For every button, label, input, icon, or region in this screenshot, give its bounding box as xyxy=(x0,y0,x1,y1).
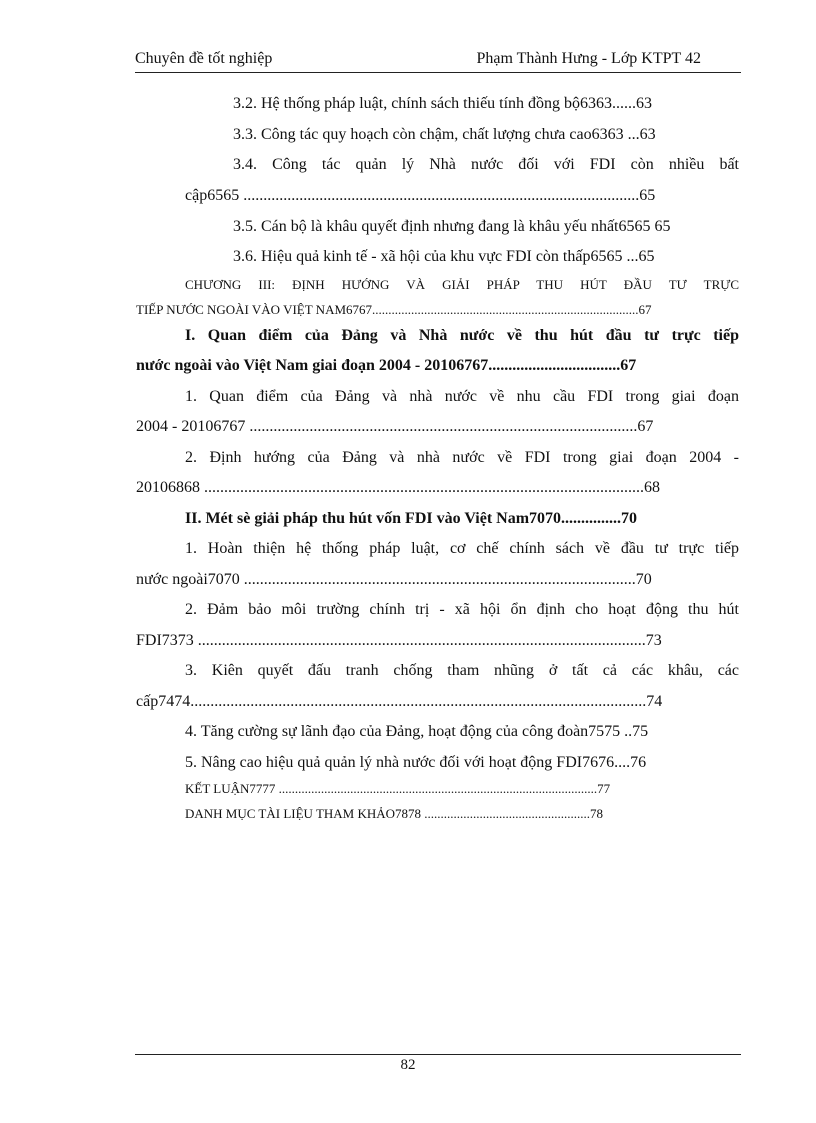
header-author: Phạm Thành Hưng - Lớp KTPT 42 xyxy=(476,50,701,67)
toc-entry-I-1-cont: 2004 - 20106767 .................................................................................................67 xyxy=(136,418,654,435)
header-title: Chuyên đề tốt nghiệp xyxy=(135,50,273,67)
toc-entry-II-3-cont: cấp7474..................................................................................................................74 xyxy=(136,693,663,710)
toc-entry-3-4-cont: cập6565 ...................................................................................................65 xyxy=(185,187,656,204)
footer-rule xyxy=(135,1054,741,1055)
toc-entry-I-2-cont: 20106868 ..............................................................................................................68 xyxy=(136,479,660,496)
toc-entry-3-3: 3.3. Công tác quy hoạch còn chậm, chất lượng chưa cao6363 ...63 xyxy=(233,126,656,143)
toc-section-I: I. Quan điểm của Đảng và Nhà nước về thu hút đầu tư trực tiếp xyxy=(185,327,739,344)
toc-chapter-3: CHƯƠNG III: ĐỊNH HƯỚNG VÀ GIẢI PHÁP THU HÚT ĐẦU TƯ TRỰC xyxy=(185,277,739,292)
page-number: 82 xyxy=(400,1057,416,1073)
toc-entry-II-4: 4. Tăng cường sự lãnh đạo của Đảng, hoạt động của công đoàn7575 ..75 xyxy=(185,723,649,740)
toc-conclusion: KẾT LUẬN7777 ..................................................................................................77 xyxy=(185,781,611,796)
toc-entry-I-1: 1. Quan điểm của Đảng và nhà nước về nhu cầu FDI trong giai đoạn xyxy=(185,388,739,405)
toc-entry-3-2: 3.2. Hệ thống pháp luật, chính sách thiếu tính đồng bộ6363......63 xyxy=(233,95,653,112)
toc-references: DANH MỤC TÀI LIỆU THAM KHẢO7878 ...................................................78 xyxy=(185,806,604,821)
toc-entry-II-3: 3. Kiên quyết đấu tranh chống tham nhũng ở tất cả các khâu, các xyxy=(185,662,739,679)
toc-entry-II-5: 5. Nâng cao hiệu quả quản lý nhà nước đối với hoạt động FDI7676....76 xyxy=(185,754,647,771)
toc-entry-II-1-cont: nước ngoài7070 ..................................................................................................70 xyxy=(136,571,652,588)
toc-entry-I-2: 2. Định hướng của Đảng và nhà nước về FDI trong giai đoạn 2004 - xyxy=(185,449,739,466)
toc-section-I-cont: nước ngoài vào Việt Nam giai đoạn 2004 - 20106767.................................67 xyxy=(136,357,637,374)
toc-entry-3-5: 3.5. Cán bộ là khâu quyết định nhưng đang là khâu yếu nhất6565 65 xyxy=(233,218,671,235)
toc-chapter-3-cont: TIẾP NƯỚC NGOÀI VÀO VIỆT NAM6767..................................................................................67 xyxy=(136,302,652,317)
toc-section-II: II. Mét sè giải pháp thu hút vốn FDI vào Việt Nam7070...............70 xyxy=(185,510,638,527)
toc-entry-II-2: 2. Đảm bảo môi trường chính trị - xã hội ổn định cho hoạt động thu hút xyxy=(185,601,739,618)
running-header xyxy=(135,50,741,73)
toc-entry-3-6: 3.6. Hiệu quả kinh tế - xã hội của khu vực FDI còn thấp6565 ...65 xyxy=(233,248,655,265)
toc-entry-II-1: 1. Hoàn thiện hệ thống pháp luật, cơ chế chính sách về đầu tư trực tiếp xyxy=(185,540,739,557)
toc-entry-II-2-cont: FDI7373 ................................................................................................................73 xyxy=(136,632,662,649)
toc-entry-3-4: 3.4. Công tác quản lý Nhà nước đối với FDI còn nhiều bất xyxy=(233,156,739,173)
